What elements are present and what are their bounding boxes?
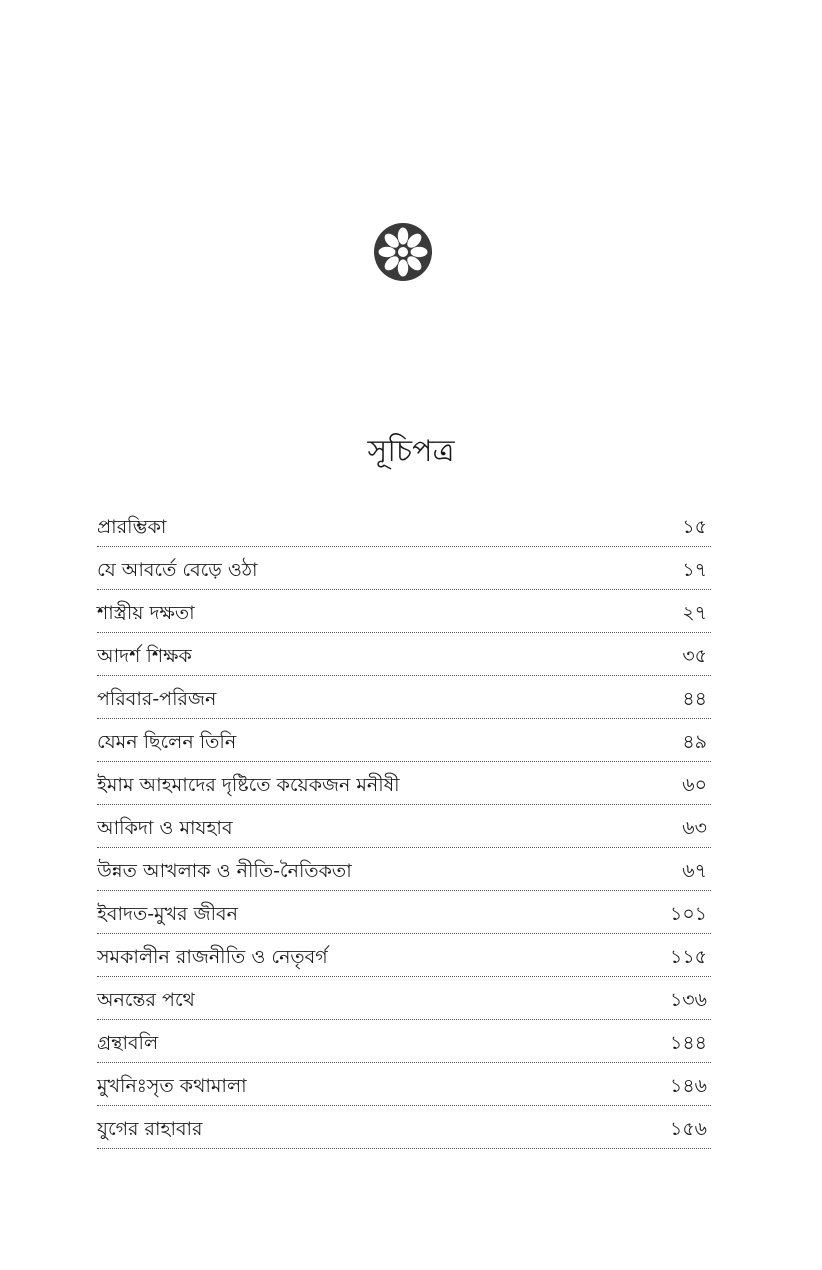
toc-entry-title: প্রারম্ভিকা	[97, 516, 167, 538]
table-of-contents	[97, 504, 711, 1149]
toc-entry-page-number: ২৭	[682, 602, 707, 624]
toc-entry-title: সমকালীন রাজনীতি ও নেতৃবর্গ	[97, 946, 328, 968]
toc-entry-page-number: ৪৯	[682, 731, 707, 753]
toc-entry-title: উন্নত আখলাক ও নীতি-নৈতিকতা	[97, 860, 352, 882]
toc-entry-page-number: ৩৫	[682, 645, 707, 667]
toc-entry-title: গ্রন্থাবলি	[97, 1032, 159, 1054]
toc-entry[interactable]	[97, 633, 711, 676]
toc-entry[interactable]	[97, 848, 711, 891]
toc-entry-page-number: ১৪৪	[670, 1032, 707, 1054]
toc-entry-title: যুগের রাহাবার	[97, 1118, 203, 1140]
toc-entry-page-number: ৬৭	[682, 860, 707, 882]
toc-entry-page-number: ১০১	[669, 903, 707, 925]
toc-entry[interactable]	[97, 719, 711, 762]
toc-entry-title: আদর্শ শিক্ষক	[97, 645, 192, 667]
toc-entry[interactable]	[97, 1020, 711, 1063]
toc-entry-title: যেমন ছিলেন তিনি	[97, 731, 237, 753]
toc-entry[interactable]	[97, 805, 711, 848]
toc-entry-page-number: ৪৪	[682, 688, 707, 710]
toc-entry[interactable]	[97, 762, 711, 805]
toc-entry[interactable]	[97, 1106, 711, 1149]
toc-entry-page-number: ১৪৬	[669, 1075, 707, 1097]
toc-entry[interactable]	[97, 1063, 711, 1106]
toc-entry-page-number: ৬৩	[682, 817, 707, 839]
toc-entry[interactable]	[97, 590, 711, 633]
toc-entry[interactable]	[97, 547, 711, 590]
toc-entry[interactable]	[97, 504, 711, 547]
toc-entry-title: যে আবর্তে বেড়ে ওঠা	[97, 559, 258, 581]
toc-entry-title: মুখনিঃসৃত কথামালা	[97, 1075, 247, 1097]
toc-entry-page-number: ১৫	[682, 516, 707, 538]
toc-entry-title: শাস্ত্রীয় দক্ষতা	[97, 602, 195, 624]
toc-entry-page-number: ১৭	[682, 559, 707, 581]
toc-entry[interactable]	[97, 934, 711, 977]
toc-entry[interactable]	[97, 891, 711, 934]
toc-entry-title: আকিদা ও মাযহাব	[97, 817, 233, 839]
toc-entry-title: পরিবার-পরিজন	[97, 688, 217, 710]
toc-entry-page-number: ১৩৬	[669, 989, 707, 1011]
flower-wheel-icon	[373, 222, 433, 282]
page-title: সূচিপত্র	[367, 434, 455, 469]
toc-entry-page-number: ১৫৬	[669, 1118, 707, 1140]
toc-entry-title: ইবাদত-মুখর জীবন	[97, 903, 238, 925]
toc-entry-title: অনন্তের পথে	[97, 989, 195, 1011]
toc-entry-page-number: ১১৫	[670, 946, 707, 968]
toc-entry-title: ইমাম আহমাদের দৃষ্টিতে কয়েকজন মনীষী	[97, 774, 400, 796]
toc-entry[interactable]	[97, 676, 711, 719]
toc-entry-page-number: ৬০	[682, 774, 707, 796]
toc-entry[interactable]	[97, 977, 711, 1020]
